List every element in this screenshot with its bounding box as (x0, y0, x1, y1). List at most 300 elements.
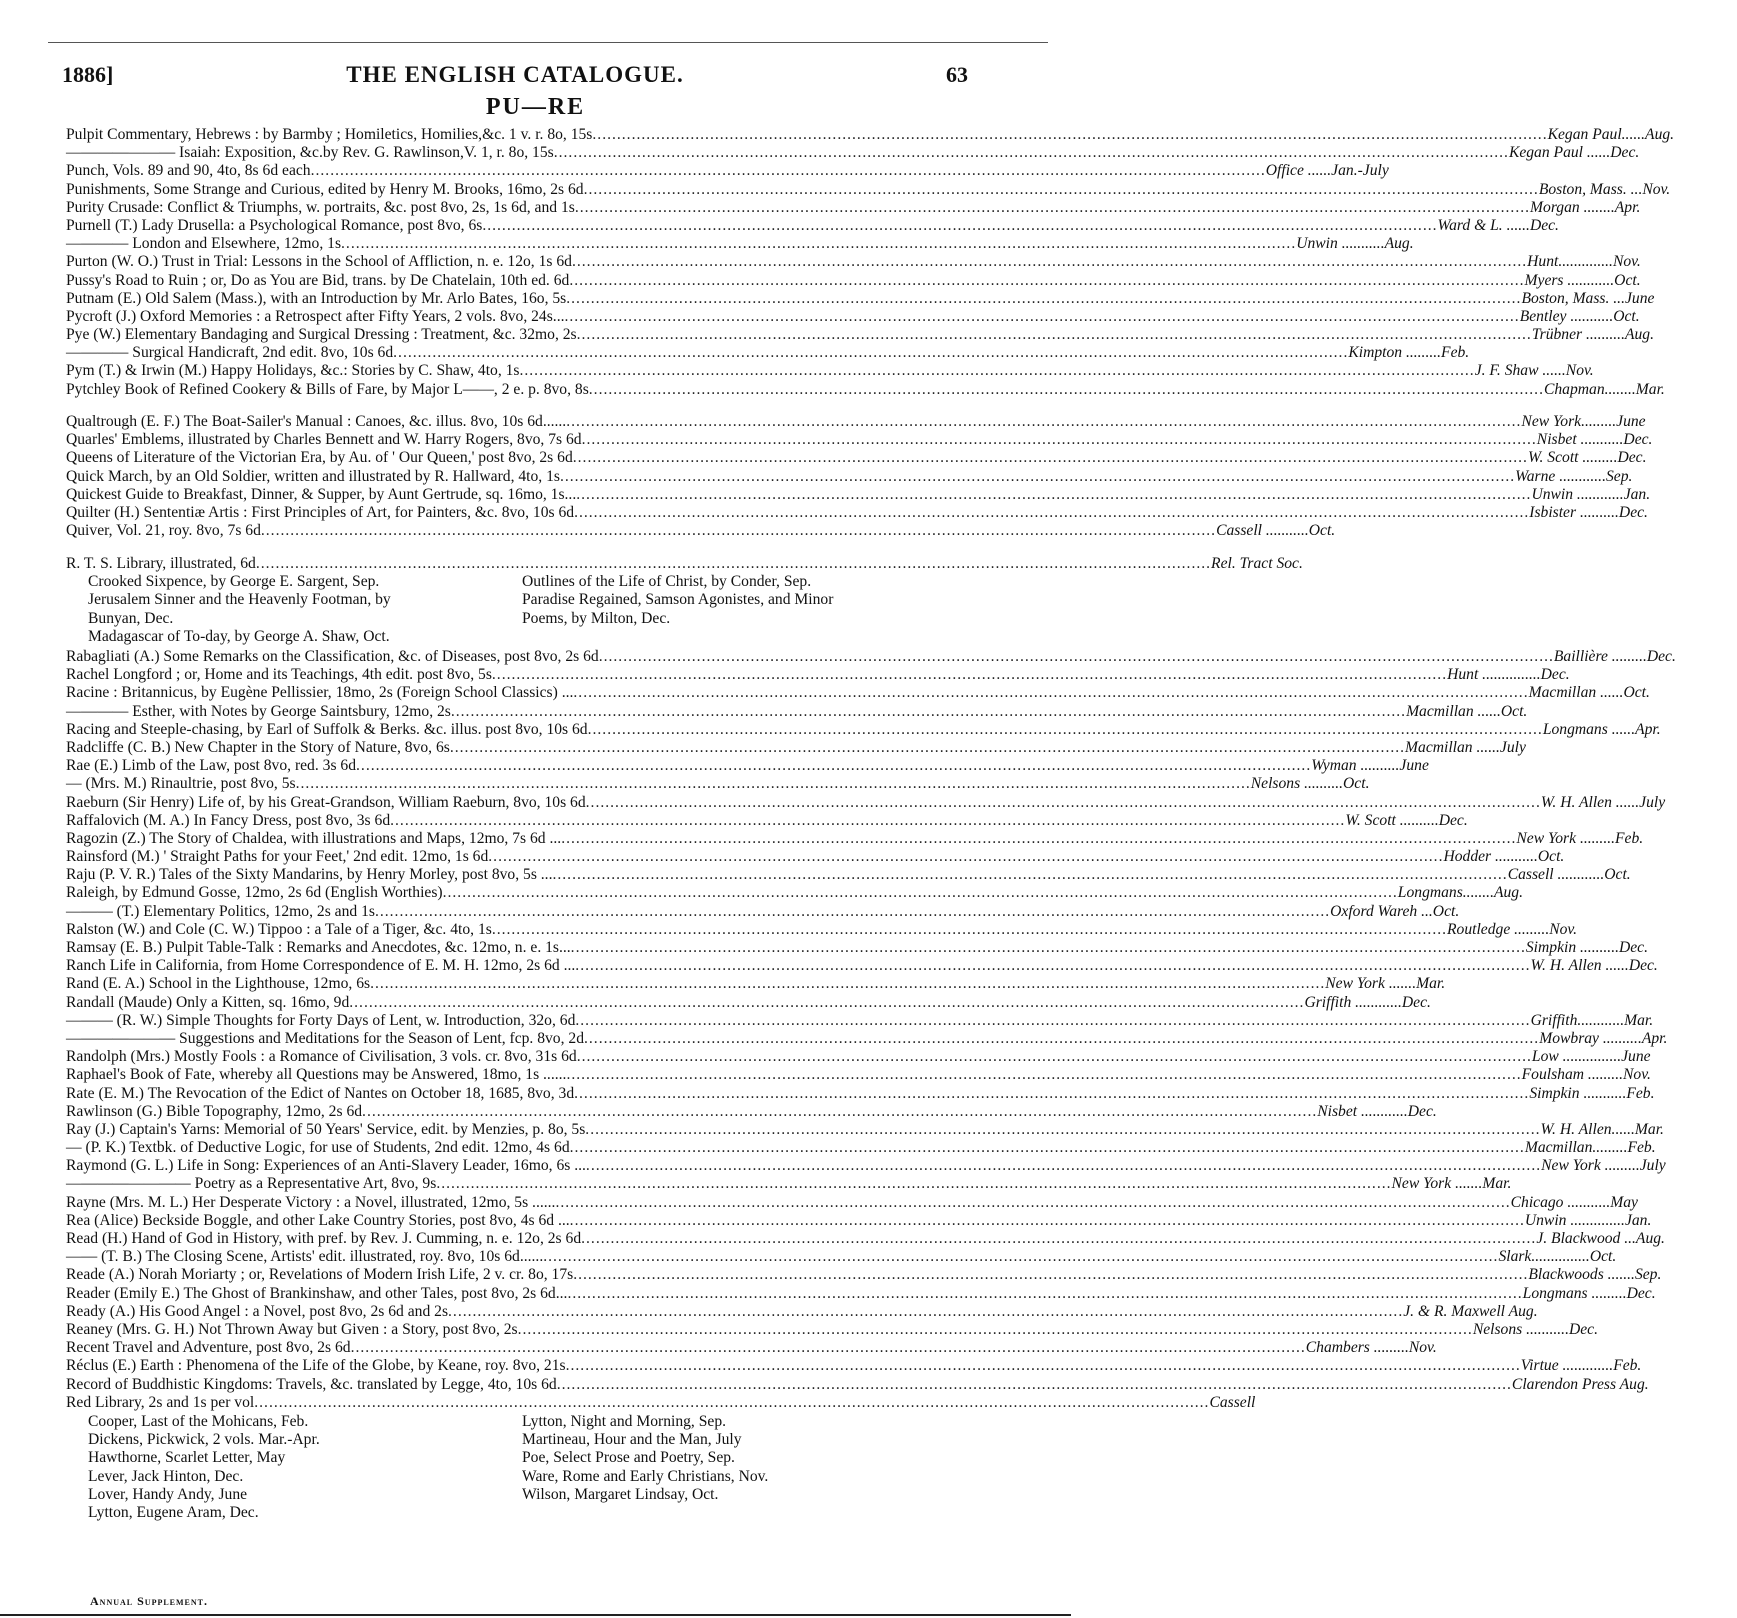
entry-publisher-date: New York .......Mar. (1391, 1175, 1512, 1193)
entry-title: Read (H.) Hand of God in History, with pref. by Rev. J. Cumming, n. e. 12o, 2s 6d (66, 1230, 582, 1247)
entry-title: Quick March, by an Old Soldier, written and illustrated by R. Hallward, 4to, 1s (66, 467, 560, 485)
entry-publisher-date: Griffith ............Dec. (1304, 993, 1431, 1011)
catalogue-entry (66, 1357, 1642, 1375)
entry-publisher-date: Longmans........Aug. (1397, 884, 1523, 902)
top-rule (48, 42, 1048, 43)
sub-entry-right (522, 628, 971, 646)
entry-publisher-date: Hodder ...........Oct. (1443, 848, 1565, 866)
entry-title: Quiver, Vol. 21, roy. 8vo, 7s 6d (66, 522, 261, 540)
catalogue-entry (66, 198, 1641, 217)
entry-publisher-date: Clarendon Press Aug. (1511, 1375, 1649, 1393)
entry-publisher-date: Ward & L. ......Dec. (1437, 216, 1559, 234)
entry-publisher-date: Virtue .............Feb. (1520, 1357, 1642, 1375)
entry-publisher-date: Simpkin ..........Dec. (1525, 939, 1648, 956)
entry-title: Pym (T.) & Irwin (M.) Happy Holidays, &c.: Stories by C. Shaw, 4to, 1s (66, 362, 520, 380)
catalogue-entry (66, 235, 1414, 253)
entry-title: Réclus (E.) Earth : Phenomena of the Life of the Globe, by Keane, roy. 8vo, 21s (66, 1357, 566, 1375)
entry-publisher-date: Foulsham .........Nov. (1521, 1066, 1651, 1084)
sub-entry-row (66, 1486, 971, 1504)
dot-leader (570, 1212, 1525, 1230)
catalogue-entry (66, 144, 1640, 162)
dot-leader (543, 1248, 1498, 1266)
catalogue-entry (66, 1248, 1617, 1266)
dot-leader (450, 739, 1405, 757)
dot-leader (573, 684, 1528, 702)
catalogue-entry (66, 1084, 1655, 1103)
sub-entry-right: Paradise Regained, Samson Agonistes, and Minor (522, 591, 834, 609)
sub-entry-row (66, 628, 971, 646)
entry-title: Rayne (Mrs. M. L.) Her Desperate Victory : a Novel, illustrated, 12mo, 5s ...... (66, 1193, 556, 1211)
entry-publisher-date: Routledge .........Nov. (1447, 920, 1578, 938)
entry-title: Purity Crusade: Conflict & Triumphs, w. portraits, &c. post 8vo, 2s, 1s 6d, and 1s (66, 198, 575, 216)
catalogue-entry (66, 1211, 1652, 1230)
catalogue-entry (66, 431, 1653, 449)
dot-leader (599, 648, 1554, 666)
entry-publisher-date: W. H. Allen......Mar. (1540, 1120, 1664, 1138)
sub-entry-left: Lover, Handy Andy, June (88, 1485, 248, 1503)
entry-title: Rawlinson (G.) Bible Topography, 12mo, 2s 6d (66, 1102, 363, 1120)
entry-title: ——————— Isaiah: Exposition, &c.by Rev. G. Rawlinson,V. 1, r. 8o, 15s (66, 144, 554, 162)
catalogue-entry (66, 1175, 1512, 1193)
dot-leader (390, 812, 1345, 830)
catalogue-entry (66, 1284, 1656, 1303)
sub-entry-left: Dickens, Pickwick, 2 vols. Mar.-Apr. (88, 1431, 320, 1449)
entry-publisher-date: Low ...............June (1531, 1048, 1651, 1066)
catalogue-entry (66, 1320, 1598, 1339)
entry-title: Reader (Emily E.) The Ghost of Brankinshaw, and other Tales, post 8vo, 2s 6d... (66, 1284, 568, 1302)
entry-publisher-date: Hunt..............Nov. (1527, 253, 1641, 271)
entry-publisher-date: Bentley ...........Oct. (1519, 307, 1640, 325)
catalogue-entry (66, 216, 1559, 235)
entry-publisher-date: Chapman........Mar. (1543, 380, 1665, 398)
dot-leader (582, 431, 1537, 449)
catalogue-entry (66, 344, 1470, 362)
dot-leader (585, 1121, 1540, 1139)
dot-leader (584, 1030, 1539, 1048)
catalogue-entry (66, 307, 1640, 326)
dot-leader (560, 468, 1515, 486)
entry-title: Rainsford (M.) ' Straight Paths for your Feet,' 2nd edit. 12mo, 1s 6d (66, 848, 489, 866)
dot-leader (351, 1339, 1306, 1357)
dot-leader (566, 1357, 1521, 1375)
catalogue-entry (66, 738, 1526, 757)
entry-title: ——————— Suggestions and Meditations for the Season of Lent, fcp. 8vo, 2d (66, 1029, 584, 1047)
dot-leader (576, 486, 1531, 504)
catalogue-entry (66, 555, 1303, 573)
catalogue-entry (66, 902, 1460, 921)
entry-title: Rabagliati (A.) Some Remarks on the Classification, &c. of Diseases, post 8vo, 2s 6d (66, 648, 599, 665)
entry-title: Rae (E.) Limb of the Law, post 8vo, red. 3s 6d (66, 757, 357, 775)
entries-ra (66, 648, 1676, 1412)
sub-entry-right: Lytton, Night and Morning, Sep. (522, 1413, 727, 1430)
entry-title: Randall (Maude) Only a Kitten, sq. 16mo, 9d (66, 993, 350, 1011)
dot-leader (575, 199, 1530, 217)
entry-title: ———————— Poetry as a Representative Art, 8vo, 9s (66, 1175, 437, 1193)
dot-leader (574, 504, 1529, 522)
entry-title: Ragozin (Z.) The Story of Chaldea, with illustrations and Maps, 12mo, 7s 6d ... (66, 829, 562, 847)
catalogue-entry (66, 180, 1671, 199)
entry-title: Quickest Guide to Breakfast, Dinner, & Supper, by Aunt Gertrude, sq. 16mo, 1s... (66, 485, 577, 503)
entry-title: Pussy's Road to Ruin ; or, Do as You are Bid, trans. by De Chatelain, 10th ed. 6d (66, 271, 570, 289)
entry-title: Quarles' Emblems, illustrated by Charles Bennett and W. Harry Rogers, 8vo, 7s 6d (66, 431, 582, 449)
entries-pu (66, 126, 1675, 399)
entry-publisher-date: Macmillan ......Oct. (1406, 702, 1528, 720)
entry-title: —— (T. B.) The Closing Scene, Artists' edit. illustrated, roy. 8vo, 10s 6d...... (66, 1248, 544, 1266)
dot-leader (586, 1157, 1541, 1175)
entry-publisher-date: J. & R. Maxwell Aug. (1403, 1302, 1538, 1320)
dot-leader (566, 1066, 1521, 1084)
entry-title: Putnam (E.) Old Salem (Mass.), with an Introduction by Mr. Arlo Bates, 16o, 5s (66, 289, 567, 307)
entry-publisher-date: Cassell ...........Oct. (1216, 522, 1336, 540)
catalogue-entry (66, 1139, 1656, 1157)
entry-title: ——— (T.) Elementary Politics, 12mo, 2s and 1s (66, 902, 375, 920)
dot-leader (573, 1266, 1528, 1284)
entry-publisher-date: New York .........July (1541, 1157, 1666, 1175)
sub-entry-right: Outlines of the Life of Christ, by Conder, Sep. (522, 573, 812, 591)
sub-entry-row (66, 591, 971, 609)
entry-title: Racine : Britannicus, by Eugène Pellissier, 18mo, 2s (Foreign School Classics) ... (66, 684, 574, 702)
dot-leader (362, 1103, 1317, 1121)
entry-title: ———— Surgical Handicraft, 2nd edit. 8vo, 10s 6d (66, 344, 394, 362)
entry-publisher-date: Macmillan ......July (1405, 738, 1526, 756)
catalogue-entry (66, 1302, 1538, 1321)
bottom-rule (0, 1614, 1071, 1616)
entry-publisher-date: Chicago ...........May (1510, 1193, 1638, 1211)
catalogue-entry (66, 413, 1646, 431)
entry-title: Rate (E. M.) The Revocation of the Edict of Nantes on October 18, 1685, 8vo, 3d (66, 1084, 575, 1102)
catalogue-entry (66, 485, 1651, 504)
sub-entry-right: Poe, Select Prose and Poetry, Sep. (522, 1449, 735, 1467)
entry-publisher-date: Simpkin ...........Feb. (1529, 1084, 1655, 1102)
entry-publisher-date: Macmillan.........Feb. (1524, 1139, 1656, 1157)
catalogue-entry (66, 920, 1578, 939)
entry-title: ——— (R. W.) Simple Thoughts for Forty Days of Lent, w. Introduction, 32o, 6d (66, 1011, 576, 1029)
catalogue-entry (66, 884, 1523, 902)
catalogue-entry (66, 1029, 1668, 1048)
entry-title: Purton (W. O.) Trust in Trial: Lessons in the School of Affliction, n. e. 12o, 1s 6d (66, 253, 572, 271)
catalogue-entry (66, 1266, 1662, 1284)
catalogue-entry (66, 289, 1655, 308)
dot-leader (436, 1175, 1391, 1193)
entry-title: Quilter (H.) Sententiæ Artis : First Principles of Art, for Painters, &c. 8vo, 10s 6d (66, 503, 575, 521)
dot-leader (566, 413, 1521, 431)
page-number: 63 (946, 62, 968, 87)
entry-publisher-date: Longmans .........Dec. (1522, 1284, 1656, 1302)
entry-publisher-date: New York .......Mar. (1325, 975, 1446, 993)
entry-title: Reade (A.) Norah Moriarty ; or, Revelations of Modern Irish Life, 2 v. cr. 8o, 17s (66, 1266, 574, 1284)
entry-publisher-date: Chambers .........Nov. (1305, 1339, 1437, 1357)
entry-title: Ramsay (E. B.) Pulpit Table-Talk : Remarks and Anecdotes, &c. 12mo, n. e. 1s... (66, 939, 571, 956)
entries-rts (66, 555, 1303, 646)
red-library-list (66, 1413, 971, 1522)
dot-leader (311, 162, 1266, 180)
sub-entry-right (522, 1504, 971, 1522)
sub-entry-left: Lytton, Eugene Aram, Dec. (88, 1503, 259, 1521)
entry-title: Randolph (Mrs.) Mostly Fools : a Romance of Civilisation, 3 vols. cr. 8vo, 31s 6d (66, 1048, 577, 1066)
dot-leader (561, 830, 1516, 848)
entries-q (66, 413, 1653, 540)
entry-title: ———— Esther, with Notes by George Saintsbury, 12mo, 2s (66, 702, 451, 720)
catalogue-entry (66, 380, 1665, 399)
entry-title: Punch, Vols. 89 and 90, 4to, 8s 6d each (66, 162, 311, 180)
entry-publisher-date: Isbister ..........Dec. (1529, 503, 1648, 521)
catalogue-entry (66, 326, 1654, 344)
entry-publisher-date: W. Scott .........Dec. (1527, 449, 1647, 467)
sub-entry-right: Martineau, Hour and the Man, July (522, 1431, 742, 1449)
dot-leader (296, 775, 1251, 793)
entry-publisher-date: New York.........June (1521, 413, 1646, 430)
entry-publisher-date: Mowbray ..........Apr. (1539, 1029, 1668, 1047)
dot-leader (356, 757, 1311, 775)
catalogue-entry (66, 1193, 1638, 1212)
entry-publisher-date: Unwin ............Jan. (1531, 485, 1651, 503)
catalogue-entry (66, 848, 1565, 866)
sub-entry-right: Poems, by Milton, Dec. (522, 609, 671, 627)
entry-title: R. T. S. Library, illustrated, 6d (66, 555, 256, 572)
entry-title: — (Mrs. M.) Rinaultrie, post 8vo, 5s (66, 775, 296, 793)
sub-entry-right: Ware, Rome and Early Christians, Nov. (522, 1467, 769, 1485)
entry-title: Racing and Steeple-chasing, by Earl of Suffolk & Berks. &c. illus. post 8vo, 10s 6d (66, 720, 588, 738)
entry-publisher-date: Longmans ......Apr. (1542, 720, 1661, 738)
entry-title: Reaney (Mrs. G. H.) Not Thrown Away but Given : a Story, post 8vo, 2s (66, 1320, 518, 1338)
dot-leader (577, 1048, 1532, 1066)
footnote: Annual Supplement. (90, 1594, 209, 1608)
catalogue-entry (66, 866, 1631, 884)
entry-title: Raju (P. V. R.) Tales of the Sixty Mandarins, by Henry Morley, post 8vo, 5s ... (66, 866, 553, 884)
entry-publisher-date: W. H. Allen ......Dec. (1530, 957, 1658, 975)
dot-leader (572, 253, 1527, 271)
dot-leader (492, 666, 1447, 684)
dot-leader (577, 326, 1532, 344)
entry-publisher-date: Nisbet ...........Dec. (1536, 431, 1653, 449)
catalogue-entry (66, 449, 1647, 467)
entry-publisher-date: Boston, Mass. ...Nov. (1538, 180, 1671, 198)
dot-leader (519, 362, 1474, 380)
entry-publisher-date: J. F. Shaw ......Nov. (1474, 362, 1594, 380)
entry-publisher-date: Office ......Jan.-July (1265, 162, 1389, 180)
dot-leader (571, 939, 1526, 957)
entry-publisher-date: Trübner ..........Aug. (1531, 326, 1654, 344)
dot-leader (575, 957, 1530, 975)
entry-title: Pycroft (J.) Oxford Memories : a Retrospect after Fifty Years, 2 vols. 8vo, 24s... (66, 307, 565, 325)
entry-publisher-date: W. Scott ..........Dec. (1345, 811, 1468, 829)
entry-publisher-date: Nelsons ..........Oct. (1250, 775, 1370, 793)
catalogue-entry (66, 1120, 1664, 1139)
dot-leader (570, 1139, 1525, 1157)
entry-publisher-date: Rel. Tract Soc. (1211, 555, 1303, 572)
entry-publisher-date: New York .........Feb. (1516, 829, 1644, 847)
entry-title: Red Library, 2s and 1s per vol (66, 1393, 255, 1411)
entry-publisher-date: Morgan ........Apr. (1530, 198, 1641, 216)
dot-leader (567, 1285, 1522, 1303)
dot-leader (341, 235, 1296, 253)
entry-publisher-date: Boston, Mass. ...June (1521, 289, 1655, 307)
page-header (62, 62, 968, 92)
entry-title: Ray (J.) Captain's Yarns: Memorial of 50 Years' Service, edit. by Menzies, p. 8o, 5s (66, 1120, 586, 1138)
entry-publisher-date: Slark...............Oct. (1498, 1248, 1617, 1266)
dot-leader (552, 866, 1507, 884)
entry-publisher-date: Warne ............Sep. (1515, 467, 1633, 485)
entry-title: Punishments, Some Strange and Curious, edited by Henry M. Brooks, 16mo, 2s 6d (66, 180, 584, 198)
dot-leader (488, 848, 1443, 866)
dot-leader (256, 555, 1211, 573)
dot-leader (451, 703, 1406, 721)
catalogue-entry (66, 811, 1468, 830)
entry-title: Radcliffe (C. B.) New Chapter in the Story of Nature, 8vo, 6s (66, 738, 450, 756)
dot-leader (518, 1321, 1473, 1339)
catalogue-entry (66, 648, 1676, 666)
dot-leader (589, 381, 1544, 399)
entry-publisher-date: Nisbet ............Dec. (1317, 1102, 1437, 1120)
catalogue-entry (66, 666, 1570, 684)
dot-leader (586, 794, 1541, 812)
catalogue-entry (66, 503, 1648, 522)
header-title: THE ENGLISH CATALOGUE. (346, 62, 684, 87)
entry-publisher-date: Cassell ............Oct. (1507, 866, 1631, 884)
dot-leader (581, 1230, 1536, 1248)
entry-title: Recent Travel and Adventure, post 8vo, 2s 6d (66, 1339, 351, 1357)
catalogue-entry (66, 993, 1431, 1012)
entry-title: ———— London and Elsewhere, 12mo, 1s (66, 235, 342, 253)
sub-entry-left: Hawthorne, Scarlet Letter, May (88, 1449, 286, 1467)
dot-leader (574, 1085, 1529, 1103)
sub-entry-left: Jerusalem Sinner and the Heavenly Footman, by (88, 591, 391, 609)
dot-leader (482, 217, 1437, 235)
entry-publisher-date: Kegan Paul......Aug. (1547, 126, 1675, 143)
catalogue-entry (66, 975, 1446, 993)
dot-leader (592, 126, 1547, 144)
dot-leader (448, 1303, 1403, 1321)
entry-title: Pytchley Book of Refined Cookery & Bills of Fare, by Major L——, 2 e. p. 8vo, 8s (66, 380, 589, 398)
catalogue-entry (66, 1157, 1666, 1175)
entry-title: Ranch Life in California, from Home Correspondence of E. M. H. 12mo, 2s 6d ... (66, 957, 576, 975)
sub-entry-row (66, 1413, 971, 1431)
dot-leader (573, 449, 1528, 467)
entry-publisher-date: Cassell (1209, 1393, 1256, 1411)
entry-title: — (P. K.) Textbk. of Deductive Logic, for use of Students, 2nd edit. 12mo, 4s 6d (66, 1139, 570, 1157)
entry-title: Ready (A.) His Good Angel : a Novel, post 8vo, 2s 6d and 2s (66, 1302, 449, 1320)
entry-title: Rachel Longford ; or, Home and its Teachings, 4th edit. post 8vo, 5s (66, 666, 492, 684)
catalogue-entry (66, 1011, 1654, 1030)
sub-entry-left: Crooked Sixpence, by George E. Sargent, Sep. (88, 573, 380, 591)
catalogue-entry (66, 362, 1594, 380)
dot-leader (393, 344, 1348, 362)
entry-title: Raeburn (Sir Henry) Life of, by his Great-Grandson, William Raeburn, 8vo, 10s 6d (66, 793, 586, 811)
header-year: 1886] (62, 62, 114, 87)
entry-publisher-date: Hunt ...............Dec. (1447, 666, 1570, 684)
dot-leader (254, 1394, 1209, 1412)
catalogue-entry (66, 467, 1633, 486)
sub-entry-right: Wilson, Margaret Lindsay, Oct. (522, 1485, 719, 1503)
entry-publisher-date: Blackwoods .......Sep. (1528, 1266, 1662, 1284)
dot-leader (575, 1012, 1530, 1030)
catalogue-entry (66, 702, 1528, 721)
dot-leader (566, 290, 1521, 308)
entry-publisher-date: Griffith............Mar. (1530, 1011, 1654, 1029)
entry-publisher-date: Kegan Paul ......Dec. (1508, 144, 1640, 162)
catalogue-entry (66, 522, 1336, 540)
entry-publisher-date: Macmillan ......Oct. (1528, 684, 1650, 702)
sub-entry-row (66, 1504, 971, 1522)
dot-leader (584, 181, 1539, 199)
entry-title: Record of Buddhistic Kingdoms: Travels, &c. translated by Legge, 4to, 10s 6d (66, 1375, 557, 1393)
entry-title: Raleigh, by Edmund Gosse, 12mo, 2s 6d (English Worthies) (66, 884, 443, 902)
dot-leader (569, 272, 1524, 290)
dot-leader (370, 975, 1325, 993)
catalogue-entry (66, 1230, 1665, 1248)
sub-entry-row (66, 610, 971, 628)
dot-leader (375, 903, 1330, 921)
catalogue-entry (66, 126, 1675, 144)
catalogue-entry (66, 1375, 1649, 1394)
entry-publisher-date: Myers ............Oct. (1524, 271, 1641, 289)
entry-publisher-date: W. H. Allen ......July (1540, 793, 1666, 811)
sub-entry-row (66, 1431, 971, 1449)
catalogue-entry (66, 1066, 1651, 1084)
section-title: PU—RE (485, 94, 586, 120)
entry-publisher-date: J. Blackwood ...Aug. (1536, 1230, 1665, 1247)
entry-title: Rea (Alice) Beckside Boggle, and other Lake Country Stories, post 8vo, 4s 6d ... (66, 1211, 570, 1229)
catalogue-entry (66, 684, 1650, 702)
sub-entry-left: Madagascar of To-day, by George A. Shaw, Oct. (88, 627, 390, 645)
entry-publisher-date: Unwin ...........Aug. (1296, 235, 1414, 253)
entry-title: Qualtrough (E. F.) The Boat-Sailer's Manual : Canoes, &c. illus. 8vo, 10s 6d...... (66, 413, 567, 430)
entry-publisher-date: Oxford Wareh ...Oct. (1330, 902, 1460, 920)
sub-entry-row (66, 1449, 971, 1467)
catalogue-entry (66, 1102, 1437, 1121)
catalogue-entry (66, 757, 1429, 775)
sub-entry-left: Lever, Jack Hinton, Dec. (88, 1467, 244, 1485)
entry-title: Raphael's Book of Fate, whereby all Questions may be Answered, 18mo, 1s ...... (66, 1066, 567, 1084)
catalogue-entry (66, 253, 1641, 271)
catalogue-entry (66, 957, 1658, 975)
entry-title: Queens of Literature of the Victorian Era, by Au. of ' Our Queen,' post 8vo, 2s 6d (66, 449, 573, 467)
catalogue-entry (66, 775, 1370, 793)
dot-leader (349, 994, 1304, 1012)
dot-leader (492, 921, 1447, 939)
entry-title: Ralston (W.) and Cole (C. W.) Tippoo : a Tale of a Tiger, &c. 4to, 1s (66, 920, 492, 938)
entry-publisher-date: Wyman ..........June (1311, 757, 1429, 775)
sub-entry-left: Cooper, Last of the Mohicans, Feb. (88, 1413, 309, 1430)
dot-leader (565, 308, 1520, 326)
dot-leader (554, 144, 1509, 162)
catalogue-entry (66, 271, 1641, 290)
entry-title: Pulpit Commentary, Hebrews : by Barmby ; Homiletics, Homilies,&c. 1 v. r. 8o, 15s (66, 126, 593, 143)
catalogue-entry (66, 1393, 1256, 1412)
dot-leader (588, 721, 1543, 739)
entry-title: Purnell (T.) Lady Drusella: a Psychological Romance, post 8vo, 6s (66, 216, 483, 234)
sub-entry-left: Bunyan, Dec. (88, 609, 174, 627)
catalogue-entry (66, 1339, 1437, 1357)
entry-title: Raffalovich (M. A.) In Fancy Dress, post 8vo, 3s 6d (66, 811, 391, 829)
dot-leader (555, 1194, 1510, 1212)
sub-entry-row (66, 1468, 971, 1486)
entry-title: Raymond (G. L.) Life in Song: Experiences of an Anti-Slavery Leader, 16mo, 6s ... (66, 1157, 586, 1175)
dot-leader (557, 1376, 1512, 1394)
catalogue-entry (66, 720, 1661, 739)
catalogue-entry (66, 829, 1644, 848)
catalogue-entry (66, 1048, 1651, 1066)
dot-leader (261, 522, 1216, 540)
entry-publisher-date: Kimpton .........Feb. (1348, 344, 1470, 362)
sub-entry-row (66, 573, 971, 591)
catalogue-entry (66, 939, 1648, 957)
dot-leader (443, 884, 1398, 902)
entry-publisher-date: Unwin ..............Jan. (1524, 1211, 1652, 1229)
catalogue-entry (66, 793, 1666, 812)
entry-title: Rand (E. A.) School in the Lighthouse, 12mo, 6s (66, 975, 371, 993)
entry-publisher-date: Nelsons ...........Dec. (1472, 1320, 1598, 1338)
